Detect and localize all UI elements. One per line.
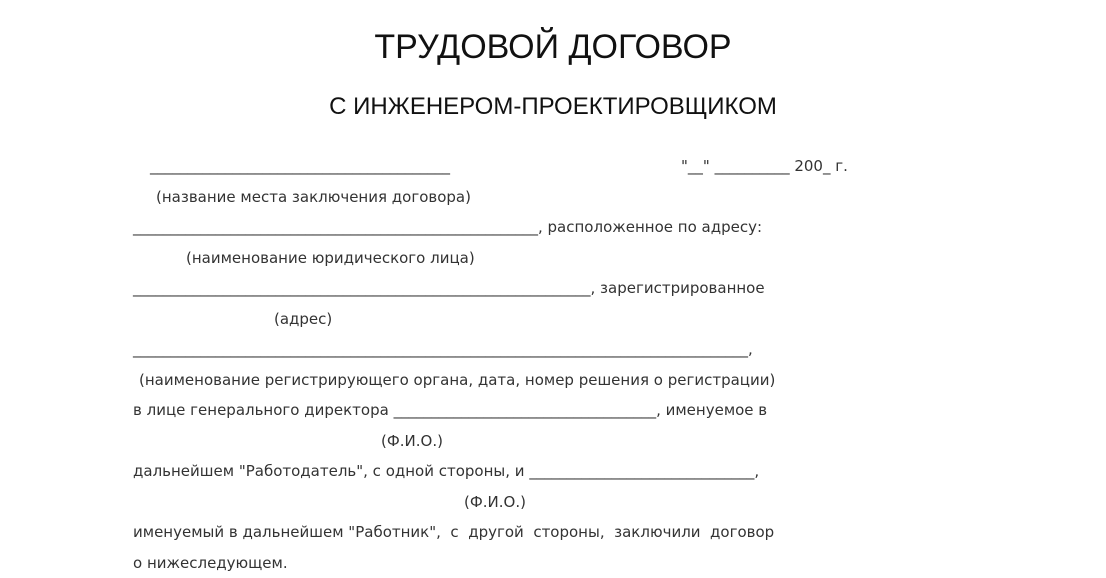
place-caption: (название места заключения договора) [156,188,471,206]
employee-caption: (Ф.И.О.) [464,493,526,511]
document-subtitle: С ИНЖЕНЕРОМ-ПРОЕКТИРОВЩИКОМ [329,93,777,120]
date-line: "__" __________ 200_ г. [681,157,848,175]
employee-line: именуемый в дальнейшем "Работник", с другой стороны, заключили договор [133,523,775,541]
address-line: _____________________________________________________________, зарегистрированное [133,279,765,297]
place-blank: ________________________________________ [150,157,450,175]
registration-caption: (наименование регистрирующего органа, дата, номер решения о регистрации) [139,371,776,389]
legal-entity-line: ______________________________________________________, расположенное по адресу: [133,218,763,236]
director-caption: (Ф.И.О.) [381,432,443,450]
director-line: в лице генерального директора ___________________________________, именуемое в [133,401,768,419]
registration-line: __________________________________________________________________________________, [133,340,753,358]
legal-entity-caption: (наименование юридического лица) [186,249,475,267]
closing-line: о нижеследующем. [133,554,288,572]
address-caption: (адрес) [274,310,333,328]
employer-line: дальнейшем "Работодатель", с одной стороны, и ______________________________, [133,462,760,480]
document-title: ТРУДОВОЙ ДОГОВОР [374,28,732,66]
